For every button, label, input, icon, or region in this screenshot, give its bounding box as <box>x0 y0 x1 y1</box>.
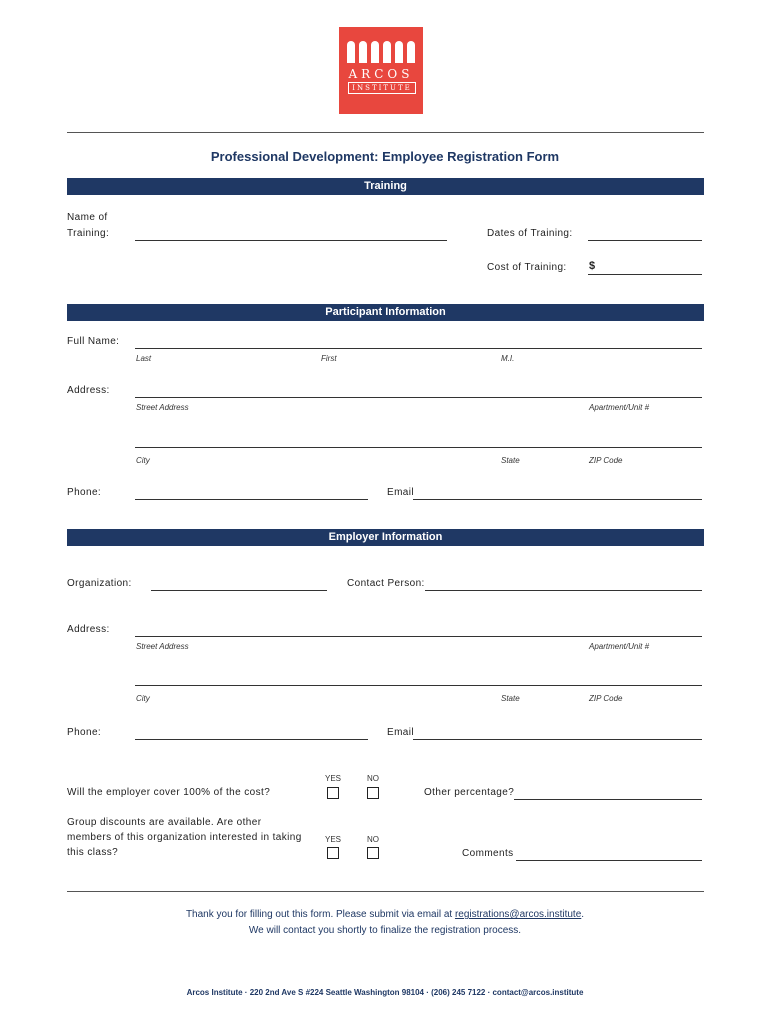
footer-address: Arcos Institute · 220 2nd Ave S #224 Seattle Washington 98104 · (206) 245 7122 · contact@arcos.institute <box>186 988 584 997</box>
first-sublabel: First <box>321 354 337 363</box>
logo-text-arcos: ARCOS <box>348 67 414 81</box>
training-name-label-1: Name of <box>67 212 108 223</box>
full-name-label: Full Name: <box>67 336 120 347</box>
cover-no-label: NO <box>367 774 379 783</box>
group-yes-checkbox[interactable] <box>327 847 339 859</box>
employer-phone-field[interactable] <box>135 739 368 740</box>
comments-field[interactable] <box>516 860 702 861</box>
dates-label: Dates of Training: <box>487 228 573 239</box>
top-divider <box>67 132 704 133</box>
closing-line-2: We will contact you shortly to finalize the registration process. <box>248 925 522 936</box>
other-percentage-label: Other percentage? <box>424 787 515 798</box>
closing-line-1 <box>0 907 770 923</box>
group-question-line-1: Group discounts are available. Are other <box>67 817 262 828</box>
employer-address-label: Address: <box>67 624 110 635</box>
participant-street-field[interactable] <box>135 397 702 398</box>
employer-city-field[interactable] <box>135 685 702 686</box>
participant-address-label: Address: <box>67 385 110 396</box>
training-name-field[interactable] <box>135 240 447 241</box>
participant-city-field[interactable] <box>135 447 702 448</box>
page-title: Professional Development: Employee Registration Form <box>210 149 560 164</box>
registration-email-link[interactable]: registrations@arcos.institute <box>454 909 582 920</box>
employer-state-sublabel: State <box>501 694 520 703</box>
participant-email-label: Email <box>387 487 415 498</box>
employer-street-field[interactable] <box>135 636 702 637</box>
street-sublabel: Street Address <box>136 403 189 412</box>
logo-text-institute: INSTITUTE <box>348 82 416 94</box>
arcos-logo <box>339 27 423 114</box>
city-sublabel: City <box>136 456 150 465</box>
contact-person-label: Contact Person: <box>347 578 425 589</box>
last-sublabel: Last <box>136 354 152 363</box>
organization-field[interactable] <box>151 590 327 591</box>
employer-city-sublabel: City <box>136 694 150 703</box>
other-percentage-field[interactable] <box>514 799 702 800</box>
group-no-checkbox[interactable] <box>367 847 379 859</box>
closing-suffix: . <box>581 909 585 920</box>
employer-email-label: Email <box>387 727 415 738</box>
bottom-divider <box>67 891 704 892</box>
state-sublabel: State <box>501 456 520 465</box>
training-name-label-2: Training: <box>67 228 110 239</box>
employer-header: Employer Information <box>67 529 704 546</box>
employer-apt-sublabel: Apartment/Unit # <box>589 642 650 651</box>
group-yes-label: YES <box>325 835 342 844</box>
comments-label: Comments <box>462 848 514 859</box>
training-header: Training <box>67 178 704 195</box>
cover-question: Will the employer cover 100% of the cost? <box>67 787 271 798</box>
cost-label: Cost of Training: <box>487 262 567 273</box>
group-question-line-3: this class? <box>67 847 119 858</box>
full-name-field[interactable] <box>135 348 702 349</box>
participant-header: Participant Information <box>67 304 704 321</box>
closing-prefix: Thank you for filling out this form. Please submit via email at <box>185 909 455 920</box>
contact-person-field[interactable] <box>425 590 702 591</box>
group-question-line-2: members of this organization interested in taking <box>67 832 302 843</box>
arches-graphic <box>347 41 415 63</box>
participant-phone-label: Phone: <box>67 487 102 498</box>
cover-yes-label: YES <box>325 774 342 783</box>
dates-field[interactable] <box>588 240 702 241</box>
employer-street-sublabel: Street Address <box>136 642 189 651</box>
cover-yes-checkbox[interactable] <box>327 787 339 799</box>
organization-label: Organization: <box>67 578 132 589</box>
employer-email-field[interactable] <box>413 739 702 740</box>
employer-phone-label: Phone: <box>67 727 102 738</box>
cover-no-checkbox[interactable] <box>367 787 379 799</box>
group-no-label: NO <box>367 835 379 844</box>
apt-sublabel: Apartment/Unit # <box>589 403 650 412</box>
employer-zip-sublabel: ZIP Code <box>589 694 623 703</box>
participant-phone-field[interactable] <box>135 499 368 500</box>
dollar-sign: $ <box>589 260 596 272</box>
cost-field[interactable] <box>588 274 702 275</box>
mi-sublabel: M.I. <box>501 354 515 363</box>
participant-email-field[interactable] <box>413 499 702 500</box>
zip-sublabel: ZIP Code <box>589 456 623 465</box>
